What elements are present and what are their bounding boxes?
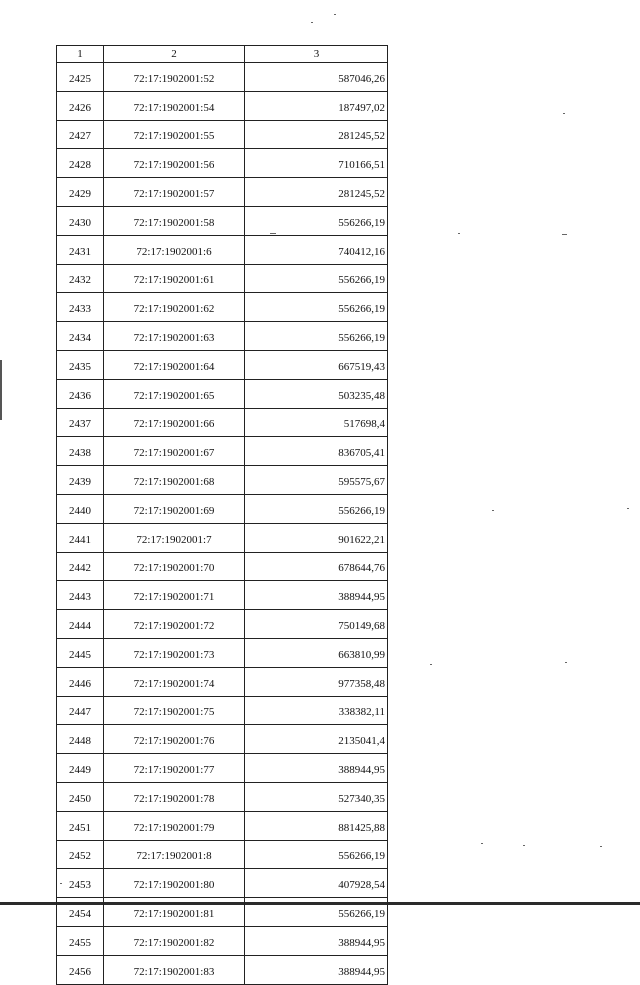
cadastral-value: 556266,19 [245,898,388,927]
table-row [57,63,388,92]
cadastral-number: 72:17:1902001:69 [104,494,245,523]
cadastral-number: 72:17:1902001:8 [104,840,245,869]
cadastral-number: 72:17:1902001:68 [104,466,245,495]
table-row [57,811,388,840]
cadastral-number: 72:17:1902001:56 [104,149,245,178]
row-number: 2436 [57,379,104,408]
table-row [57,206,388,235]
scan-speck [458,233,460,234]
cadastral-number: 72:17:1902001:58 [104,206,245,235]
cadastral-value: 836705,41 [245,437,388,466]
cadastral-value: 2135041,4 [245,725,388,754]
table-row [57,466,388,495]
cadastral-value: 977358,48 [245,667,388,696]
table-row [57,552,388,581]
row-number: 2448 [57,725,104,754]
row-number: 2439 [57,466,104,495]
cadastral-value: 750149,68 [245,610,388,639]
row-number: 2440 [57,494,104,523]
cadastral-number: 72:17:1902001:62 [104,293,245,322]
data-table [56,45,388,985]
table-row [57,869,388,898]
cadastral-number: 72:17:1902001:78 [104,782,245,811]
table-row [57,91,388,120]
row-number: 2453 [57,869,104,898]
scan-speck [565,662,567,663]
cadastral-value: 187497,02 [245,91,388,120]
cadastral-value: 388944,95 [245,955,388,984]
cadastral-value: 388944,95 [245,754,388,783]
scan-speck [430,664,432,665]
row-number: 2434 [57,322,104,351]
row-number: 2426 [57,91,104,120]
cadastral-number: 72:17:1902001:67 [104,437,245,466]
cadastral-number: 72:17:1902001:52 [104,63,245,92]
row-number: 2456 [57,955,104,984]
scan-speck [562,234,567,235]
table-row [57,926,388,955]
cadastral-number: 72:17:1902001:75 [104,696,245,725]
row-number: 2449 [57,754,104,783]
table-row [57,840,388,869]
cadastral-number: 72:17:1902001:71 [104,581,245,610]
row-number: 2435 [57,350,104,379]
row-number: 2437 [57,408,104,437]
cadastral-number: 72:17:1902001:76 [104,725,245,754]
row-number: 2450 [57,782,104,811]
cadastral-value: 595575,67 [245,466,388,495]
row-number: 2430 [57,206,104,235]
row-number: 2438 [57,437,104,466]
scan-speck [600,846,602,847]
row-number: 2428 [57,149,104,178]
cadastral-value: 338382,11 [245,696,388,725]
table-row [57,581,388,610]
table-row [57,782,388,811]
row-number: 2455 [57,926,104,955]
row-number: 2446 [57,667,104,696]
cadastral-value: 517698,4 [245,408,388,437]
table-row [57,955,388,984]
cadastral-value: 556266,19 [245,293,388,322]
cadastral-value: 740412,16 [245,235,388,264]
cadastral-value: 388944,95 [245,581,388,610]
table-body [57,63,388,985]
cadastral-value: 587046,26 [245,63,388,92]
table-row [57,437,388,466]
cadastral-number: 72:17:1902001:72 [104,610,245,639]
cadastral-value: 710166,51 [245,149,388,178]
cadastral-number: 72:17:1902001:70 [104,552,245,581]
cadastral-value: 407928,54 [245,869,388,898]
row-number: 2441 [57,523,104,552]
table-header-row [57,46,388,63]
table-row [57,725,388,754]
table-row [57,322,388,351]
row-number: 2427 [57,120,104,149]
column-header: 3 [245,46,388,63]
table-row [57,494,388,523]
cadastral-value: 556266,19 [245,840,388,869]
row-number: 2447 [57,696,104,725]
table-row [57,638,388,667]
table-row [57,523,388,552]
column-header: 2 [104,46,245,63]
table-row [57,178,388,207]
cadastral-number: 72:17:1902001:64 [104,350,245,379]
cadastral-value: 663810,99 [245,638,388,667]
cadastral-value: 901622,21 [245,523,388,552]
scan-edge [0,360,2,420]
cadastral-value: 678644,76 [245,552,388,581]
cadastral-value: 527340,35 [245,782,388,811]
row-number: 2454 [57,898,104,927]
scan-speck [523,845,525,846]
scan-speck [492,510,494,511]
cadastral-number: 72:17:1902001:54 [104,91,245,120]
cadastral-value: 281245,52 [245,178,388,207]
cadastral-value: 503235,48 [245,379,388,408]
column-header: 1 [57,46,104,63]
cadastral-number: 72:17:1902001:61 [104,264,245,293]
cadastral-number: 72:17:1902001:83 [104,955,245,984]
scan-speck [334,14,336,15]
cadastral-value: 388944,95 [245,926,388,955]
cadastral-number: 72:17:1902001:73 [104,638,245,667]
table-row [57,696,388,725]
cadastral-number: 72:17:1902001:57 [104,178,245,207]
table-row [57,610,388,639]
row-number: 2442 [57,552,104,581]
row-number: 2451 [57,811,104,840]
cadastral-number: 72:17:1902001:80 [104,869,245,898]
scan-speck [563,113,565,114]
table-row [57,293,388,322]
cadastral-number: 72:17:1902001:79 [104,811,245,840]
cadastral-number: 72:17:1902001:55 [104,120,245,149]
cadastral-number: 72:17:1902001:6 [104,235,245,264]
table-row [57,754,388,783]
table-row [57,149,388,178]
cadastral-value: 881425,88 [245,811,388,840]
table-row [57,120,388,149]
cadastral-value: 281245,52 [245,120,388,149]
cadastral-value: 556266,19 [245,264,388,293]
row-number: 2452 [57,840,104,869]
cadastral-value: 556266,19 [245,206,388,235]
row-number: 2443 [57,581,104,610]
table-row [57,264,388,293]
table-row [57,667,388,696]
row-number: 2445 [57,638,104,667]
cadastral-number: 72:17:1902001:7 [104,523,245,552]
scan-speck [481,843,483,844]
row-number: 2429 [57,178,104,207]
cadastral-number: 72:17:1902001:81 [104,898,245,927]
cadastral-number: 72:17:1902001:63 [104,322,245,351]
row-number: 2432 [57,264,104,293]
cadastral-number: 72:17:1902001:74 [104,667,245,696]
table-row [57,350,388,379]
table-row [57,379,388,408]
cadastral-number: 72:17:1902001:77 [104,754,245,783]
scan-speck [311,22,313,23]
cadastral-value: 556266,19 [245,322,388,351]
cadastral-number: 72:17:1902001:65 [104,379,245,408]
row-number: 2431 [57,235,104,264]
row-number: 2433 [57,293,104,322]
table-row [57,898,388,927]
row-number: 2425 [57,63,104,92]
cadastral-number: 72:17:1902001:66 [104,408,245,437]
scan-speck [627,508,629,509]
cadastral-value: 667519,43 [245,350,388,379]
row-number: 2444 [57,610,104,639]
cadastral-value: 556266,19 [245,494,388,523]
table-row [57,235,388,264]
table-row [57,408,388,437]
cadastral-number: 72:17:1902001:82 [104,926,245,955]
